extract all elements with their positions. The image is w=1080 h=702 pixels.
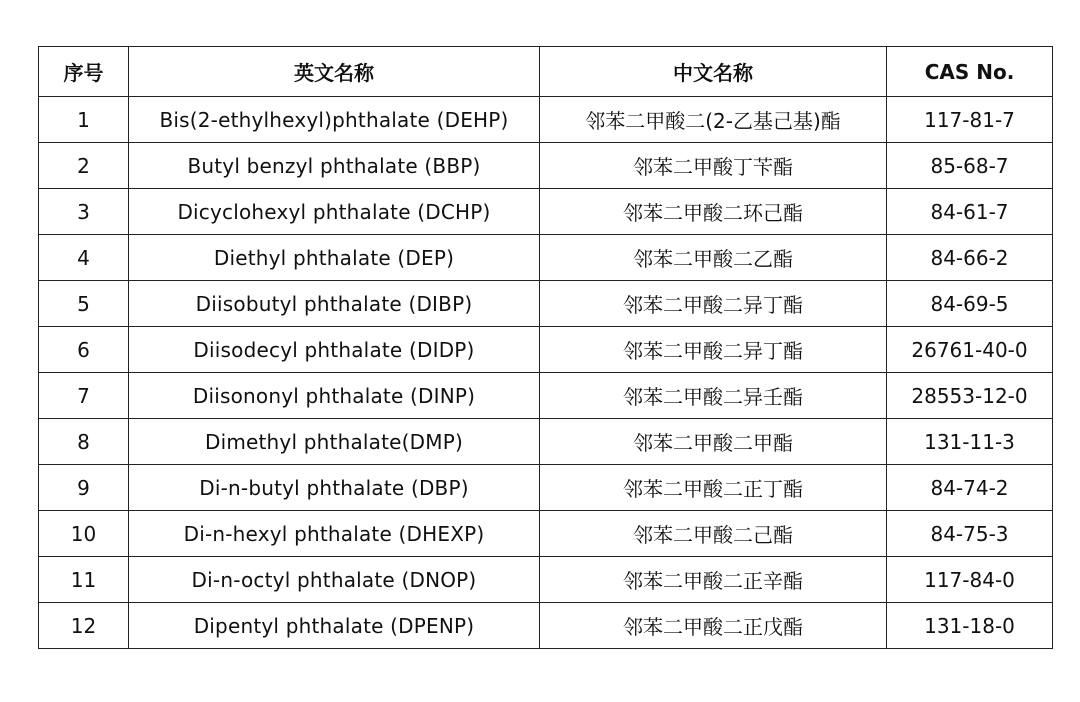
header-cas-number: CAS No.	[887, 47, 1053, 97]
table-row	[39, 511, 1053, 557]
cell-cas-number: 84-74-2	[887, 465, 1053, 511]
cell-english-name: Diisobutyl phthalate (DIBP)	[129, 281, 540, 327]
cell-english-name: Diisodecyl phthalate (DIDP)	[129, 327, 540, 373]
table-row	[39, 373, 1053, 419]
cell-chinese-name: 邻苯二甲酸二正戊酯	[540, 603, 887, 649]
cell-cas-number: 84-69-5	[887, 281, 1053, 327]
cell-index: 1	[39, 97, 129, 143]
cell-cas-number: 117-81-7	[887, 97, 1053, 143]
cell-index: 12	[39, 603, 129, 649]
cell-cas-number: 117-84-0	[887, 557, 1053, 603]
cell-chinese-name: 邻苯二甲酸二甲酯	[540, 419, 887, 465]
table-row	[39, 281, 1053, 327]
header-english-name: 英文名称	[129, 47, 540, 97]
cell-chinese-name: 邻苯二甲酸丁苄酯	[540, 143, 887, 189]
cell-index: 5	[39, 281, 129, 327]
cell-cas-number: 131-18-0	[887, 603, 1053, 649]
cell-index: 8	[39, 419, 129, 465]
cell-english-name: Dipentyl phthalate (DPENP)	[129, 603, 540, 649]
table-header	[39, 47, 1053, 97]
table-row	[39, 327, 1053, 373]
cell-chinese-name: 邻苯二甲酸二乙酯	[540, 235, 887, 281]
phthalate-table	[38, 46, 1053, 649]
cell-index: 2	[39, 143, 129, 189]
table-row	[39, 143, 1053, 189]
header-row	[39, 47, 1053, 97]
header-chinese-name: 中文名称	[540, 47, 887, 97]
table-row	[39, 603, 1053, 649]
cell-chinese-name: 邻苯二甲酸二异丁酯	[540, 327, 887, 373]
cell-chinese-name: 邻苯二甲酸二异丁酯	[540, 281, 887, 327]
cell-index: 9	[39, 465, 129, 511]
cell-english-name: Di-n-octyl phthalate (DNOP)	[129, 557, 540, 603]
cell-english-name: Butyl benzyl phthalate (BBP)	[129, 143, 540, 189]
cell-english-name: Diisononyl phthalate (DINP)	[129, 373, 540, 419]
cell-cas-number: 131-11-3	[887, 419, 1053, 465]
table-row	[39, 557, 1053, 603]
table-row	[39, 235, 1053, 281]
cell-chinese-name: 邻苯二甲酸二异壬酯	[540, 373, 887, 419]
table-row	[39, 419, 1053, 465]
cell-cas-number: 26761-40-0	[887, 327, 1053, 373]
cell-english-name: Diethyl phthalate (DEP)	[129, 235, 540, 281]
cell-cas-number: 28553-12-0	[887, 373, 1053, 419]
cell-cas-number: 84-75-3	[887, 511, 1053, 557]
cell-english-name: Dimethyl phthalate(DMP)	[129, 419, 540, 465]
cell-english-name: Dicyclohexyl phthalate (DCHP)	[129, 189, 540, 235]
header-index: 序号	[39, 47, 129, 97]
cell-cas-number: 85-68-7	[887, 143, 1053, 189]
table-body	[39, 97, 1053, 649]
cell-cas-number: 84-61-7	[887, 189, 1053, 235]
cell-chinese-name: 邻苯二甲酸二己酯	[540, 511, 887, 557]
cell-chinese-name: 邻苯二甲酸二(2-乙基己基)酯	[540, 97, 887, 143]
cell-english-name: Di-n-butyl phthalate (DBP)	[129, 465, 540, 511]
cell-index: 4	[39, 235, 129, 281]
cell-cas-number: 84-66-2	[887, 235, 1053, 281]
cell-index: 3	[39, 189, 129, 235]
cell-chinese-name: 邻苯二甲酸二正辛酯	[540, 557, 887, 603]
cell-english-name: Bis(2-ethylhexyl)phthalate (DEHP)	[129, 97, 540, 143]
cell-index: 10	[39, 511, 129, 557]
table-row	[39, 465, 1053, 511]
table-row	[39, 97, 1053, 143]
cell-english-name: Di-n-hexyl phthalate (DHEXP)	[129, 511, 540, 557]
cell-chinese-name: 邻苯二甲酸二正丁酯	[540, 465, 887, 511]
cell-chinese-name: 邻苯二甲酸二环己酯	[540, 189, 887, 235]
cell-index: 7	[39, 373, 129, 419]
cell-index: 11	[39, 557, 129, 603]
cell-index: 6	[39, 327, 129, 373]
table-row	[39, 189, 1053, 235]
